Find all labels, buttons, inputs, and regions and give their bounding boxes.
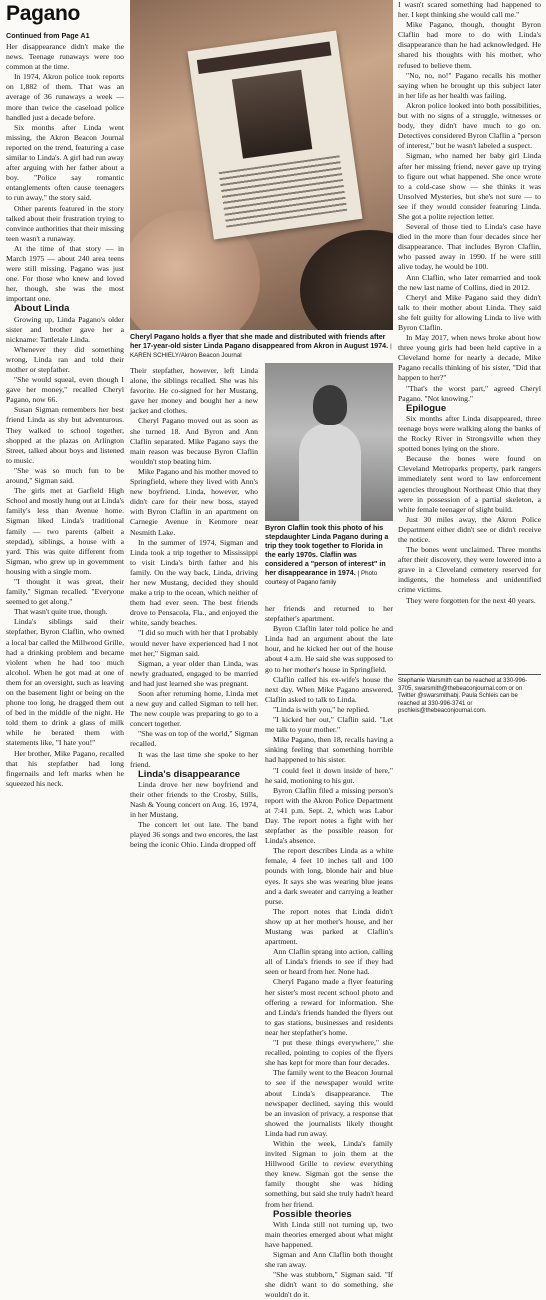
paragraph: Linda's siblings said their stepfather, Byron Claflin, who owned a local bar called the Millwood Grille, had a drinking problem and became violent when he had too much alcohol. When he got mad at one of them for an oversight, such as leaving on the basement light or being on the phone too long, he dragged them out of bed in the middle of the night. He told them to drink a glass of milk while he berated them with statements like, "I hate you!" (6, 617, 124, 748)
paragraph: "Linda is with you," he replied. (273, 704, 370, 714)
paragraph: "She was so much fun to be around," Sigman said. (6, 465, 124, 486)
paragraph: "I kicked her out," Claflin said. "Let me talk to your mother." (265, 715, 393, 735)
paragraph: "She was on top of the world," Sigman recalled. (130, 729, 258, 749)
paragraph: In May 2017, when news broke about how three young girls had been held captive in a Cleveland home for nearly a decade, Mike Pagano recalls thinking of his sister, "Did that happen to her?" (398, 333, 541, 383)
paragraph: Susan Sigman remembers her best friend Linda as shy but adventurous. They walked to school together, shopped at the plazas on Arlington Street, talked about boys and listened to music. (6, 405, 124, 465)
paragraph: Her disappearance didn't make the news. Teenage runaways were too common at the time. (6, 42, 124, 72)
author-contact-info: Stephanie Warsmith can be reached at 330-996-3705, swarsmith@thebeaconjournal.com or on Twitter @swarsmithabj. Paula Schleis can be reached at 330-996-3741 or pschleis@thebeaconjournal.com. (398, 674, 541, 716)
paragraph: Mike Pagano and his mother moved to Springfield, where they lived with Ann's new boyfriend. Linda, however, who didn't care for their new boss, stayed with Byron Claflin in an apartment on Carnegie Avenue in Kenmore near Nesmith Lake. (130, 466, 258, 537)
photo-credit: | KAREN SCHIELY/Akron Beacon Journal (130, 343, 392, 359)
paragraph: Six months after Linda went missing, the Akron Beacon Journal reported on the trend, featuring a case similar to Linda's. A girl had run away after arguing with her father about a boy. "Police say romantic entanglements often cause teenagers to run away," the story said. (6, 122, 124, 203)
paragraph: Ann Claflin, who later remarried and took the new last name of Collins, died in 2012. (398, 272, 541, 292)
caption-text: Cheryl Pagano holds a flyer that she made and distributed with friends after her 17-year-old sister Linda Pagano disappeared from Akron in August 1974. (130, 333, 389, 350)
paragraph: Byron Claflin later told police he and Linda had an argument about the late hour, and he kicked her out of the house about 4 a.m. He said she was supposed to go to her mother's house in Springfield. (265, 624, 393, 674)
paragraph: Because the bones were found on Cleveland Metroparks property, park rangers immediately sent word to law enforcement agencies throughout Northeast Ohio that they were in possession of a partial skeleton, a white female teenager of slight build. (398, 454, 541, 514)
paragraph: It was the last time she spoke to her friend. (130, 749, 258, 769)
article-column-1 (6, 42, 124, 789)
article-column-2 (130, 366, 258, 851)
paragraph: Mike Pagano, though, thought Byron Claflin had more to do with Linda's disappearance than he had acknowledged. He shared his thoughts with his mother, who refused to believe them. (398, 20, 541, 70)
paragraph: Byron Claflin filed a missing person's report with the Akron Police Department at 7:41 p.m. Sept. 2, which was Labor Day. The report notes a fight with her stepfather as the possible reason for Linda's absence. (265, 785, 393, 846)
paragraph: The family went to the Beacon Journal to see if the newspaper would write about Linda's disappearance. The newspaper declined, saying this would be an invasion of privacy, a response that showed the journalists likely thought Linda had run away. (265, 1068, 393, 1138)
paragraph: In 1974, Akron police took reports on 1,882 of them. That was an average of 36 runaways a week — more than twice the caseload police handled just a decade before. (6, 72, 124, 122)
article-column-3 (265, 604, 393, 1300)
paragraph: The concert let out late. The band played 36 songs and two encores, the last being the iconic Ohio. Linda dropped off (130, 820, 258, 850)
paragraph: Cheryl Pagano moved out as soon as she turned 18. And Byron and Ann Claflin separated. Mike Pagano says the main reason was because Byron Claflin wouldn't stop beating him. (130, 416, 258, 466)
subheading-disappearance: Linda's disappearance (138, 768, 241, 780)
paragraph: With Linda still not turning up, two main theories emerged about what might have happened. (265, 1219, 393, 1249)
paragraph: Sigman and Ann Claflin both thought she ran away. (265, 1250, 393, 1270)
subheading-epilogue: Epilogue (406, 402, 447, 414)
paragraph: In the summer of 1974, Sigman and Linda took a trip together to Mississippi to visit Linda's birth father and his family. On the way back, Linda, driving her new Mustang, decided they should make a trip to the ocean, which neither of them had ever seen. The best friends drove to Pensacola, Fla., and enjoyed the white, sandy beaches. (130, 537, 258, 628)
continued-from-label: Continued from Page A1 (6, 31, 90, 40)
paragraph: Within the week, Linda's family invited Sigman to join them at the Hillwood Grille to review everything they knew. Sigman got the sense the family thought she was hiding something, but said she truly hadn't heard from her friend. (265, 1138, 393, 1209)
paragraph: "No, no, no!" Pagano recalls his mother saying when he brought up this subject later in her life as her health was failing. (398, 70, 541, 100)
subheading-about-linda: About Linda (14, 303, 70, 315)
paragraph: At the time of that story — in March 1975 — about 240 area teens were still missing. Pagano was just one. For those who knew and loved her, though, she was the most important one. (6, 243, 124, 304)
subheading-possible-theories: Possible theories (273, 1208, 352, 1220)
photo-hair-shape (300, 230, 393, 330)
paragraph: "I put these things everywhere," she recalled, pointing to copies of the flyers she has kept for more than four decades. (265, 1038, 393, 1068)
paragraph: Six months after Linda disappeared, three teenage boys were walking along the banks of the Rocky River in Strongsville when they spotted bones lying on the shore. (398, 413, 541, 454)
headline: Pagano (6, 2, 81, 25)
paragraph: Her brother, Mike Pagano, recalled that his stepfather had long fingernails and left marks when he squeezed his neck. (6, 748, 124, 788)
paragraph: Sigman, a year older than Linda, was newly graduated, engaged to be married and had just learned she was pregnant. (130, 658, 258, 688)
florida-photo (265, 363, 393, 521)
paragraph: Soon after returning home, Linda met a new guy and called Sigman to tell her. The new couple was preparing to go to a concert together. (130, 689, 258, 729)
paragraph: I wasn't scared something had happened to her. I kept thinking she would call me." (398, 0, 541, 20)
caption-text: Byron Claflin took this photo of his stepdaughter Linda Pagano during a trip they took together to Florida in the early 1970s. Claflin was considered a "person of interest" in her disappearance in 1974. (265, 524, 389, 577)
paragraph: That wasn't quite true, though. (14, 607, 108, 617)
paragraph: They were forgotten for the next 40 years. (406, 595, 536, 605)
paragraph: "I did so much with her that I probably would never have experienced had I not met her," Sigman said. (130, 628, 258, 658)
paragraph: "She would squeal, even though I gave her money," recalled Cheryl Pagano, now 66. (6, 375, 124, 405)
paragraph: The report describes Linda as a white female, 4 feet 10 inches tall and 100 pounds with long, blonde hair and blue eyes. It says she was wearing blue jeans and a dark sweater and carrying a leather purse. (265, 846, 393, 906)
paragraph: Cheryl and Mike Pagano said they didn't talk to their mother about Linda. They said she felt guilty for allowing Linda to live with Byron Claflin. (398, 292, 541, 332)
paragraph: Sigman, who named her baby girl Linda after her missing friend, never gave up trying to figure out what happened. She once wrote to a cold-case show — she thinks it was Unsolved Mysteries, but she's not sure — to see if they would consider featuring Linda. She got a polite rejection letter. (398, 151, 541, 221)
paragraph: Several of those tied to Linda's case have died in the more than four decades since her disappearance. That includes Byron Claflin, who passed away in 1990. If he were still alive today, he would be 100. (398, 222, 541, 272)
paragraph: Their stepfather, however, left Linda alone, the siblings recalled. She was his favorite. He co-signed for her Mustang, gave her money and bought her a new jacket and clothes. (130, 366, 258, 416)
missing-flyer-image (188, 30, 363, 239)
paragraph: "She was stubborn," Sigman said. "If she didn't want to do something, she wouldn't do it. (265, 1270, 393, 1300)
florida-photo-caption (265, 524, 393, 587)
paragraph: The bones went unclaimed. Three months after their discovery, they were lowered into a grave in a Cleveland cemetery reserved for indigents, the homeless and unidentified crime victims. (398, 545, 541, 595)
paragraph: her friends and returned to her stepfather's apartment. (265, 604, 393, 624)
paragraph: Other parents featured in the story talked about their frustration trying to convince authorities that their missing teen wasn't a runaway. (6, 203, 124, 243)
paragraph: Akron police looked into both possibilities, but with no signs of a struggle, witnesses or body, they didn't have much to go on. Detectives considered Byron Claflin a "person of interest," but he wasn't labeled a suspect. (398, 100, 541, 151)
paragraph: "I could feel it down inside of here," he said, motioning to his gut. (265, 765, 393, 785)
paragraph: "I thought it was great, their family," Sigman recalled. "Everyone seemed to get along." (6, 576, 124, 607)
photo-credit: | Photo courtesy of Pagano family (265, 570, 378, 586)
paragraph: Whenever they did something wrong, Linda ran and told their mother or stepfather. (6, 344, 124, 374)
paragraph: Claflin called his ex-wife's house the next day. When Mike Pagano answered, Claflin asked to talk to Linda. (265, 674, 393, 704)
article-column-4 (398, 0, 541, 606)
paragraph: The report notes that Linda didn't show up at her mother's house, and her Mustang was parked at Claflin's apartment. (265, 906, 393, 947)
paragraph: Growing up, Linda Pagano's older sister and brother gave her a nickname: Tattletale Linda. (6, 314, 124, 344)
paragraph: Ann Claflin sprang into action, calling all of Linda's friends to see if they had seen or heard from her. None had. (265, 947, 393, 977)
paragraph: Cheryl Pagano made a flyer featuring her sister's most recent school photo and offering a reward for information. She and Linda's friends handed the flyers out to gas stations, businesses and residents near her stepfather's home. (265, 977, 393, 1037)
paragraph: Linda drove her new boyfriend and their other friends to the Crosby, Stills, Nash & Young concert on Aug. 16, 1974, in her Mustang. (130, 779, 258, 820)
main-photo-flyer (130, 0, 393, 330)
main-photo-caption (130, 333, 393, 360)
paragraph: The girls met at Garfield High School and mostly hung out at Linda's family's less than Avenue home. Sigman liked Linda's traditional family — two parents (albeit a stepdad), siblings, a house with a yard. This was quite different from Sigman, who grew up in government housing with a single mom. (6, 486, 124, 576)
paragraph: Mike Pagano, then 18, recalls having a sinking feeling that something horrible had happened to his sister. (265, 735, 393, 765)
paragraph: "That's the worst part," agreed Cheryl Pagano. "Not knowing." (398, 383, 541, 403)
paragraph: Just 30 miles away, the Akron Police Department either didn't see or didn't receive the notice. (398, 514, 541, 544)
